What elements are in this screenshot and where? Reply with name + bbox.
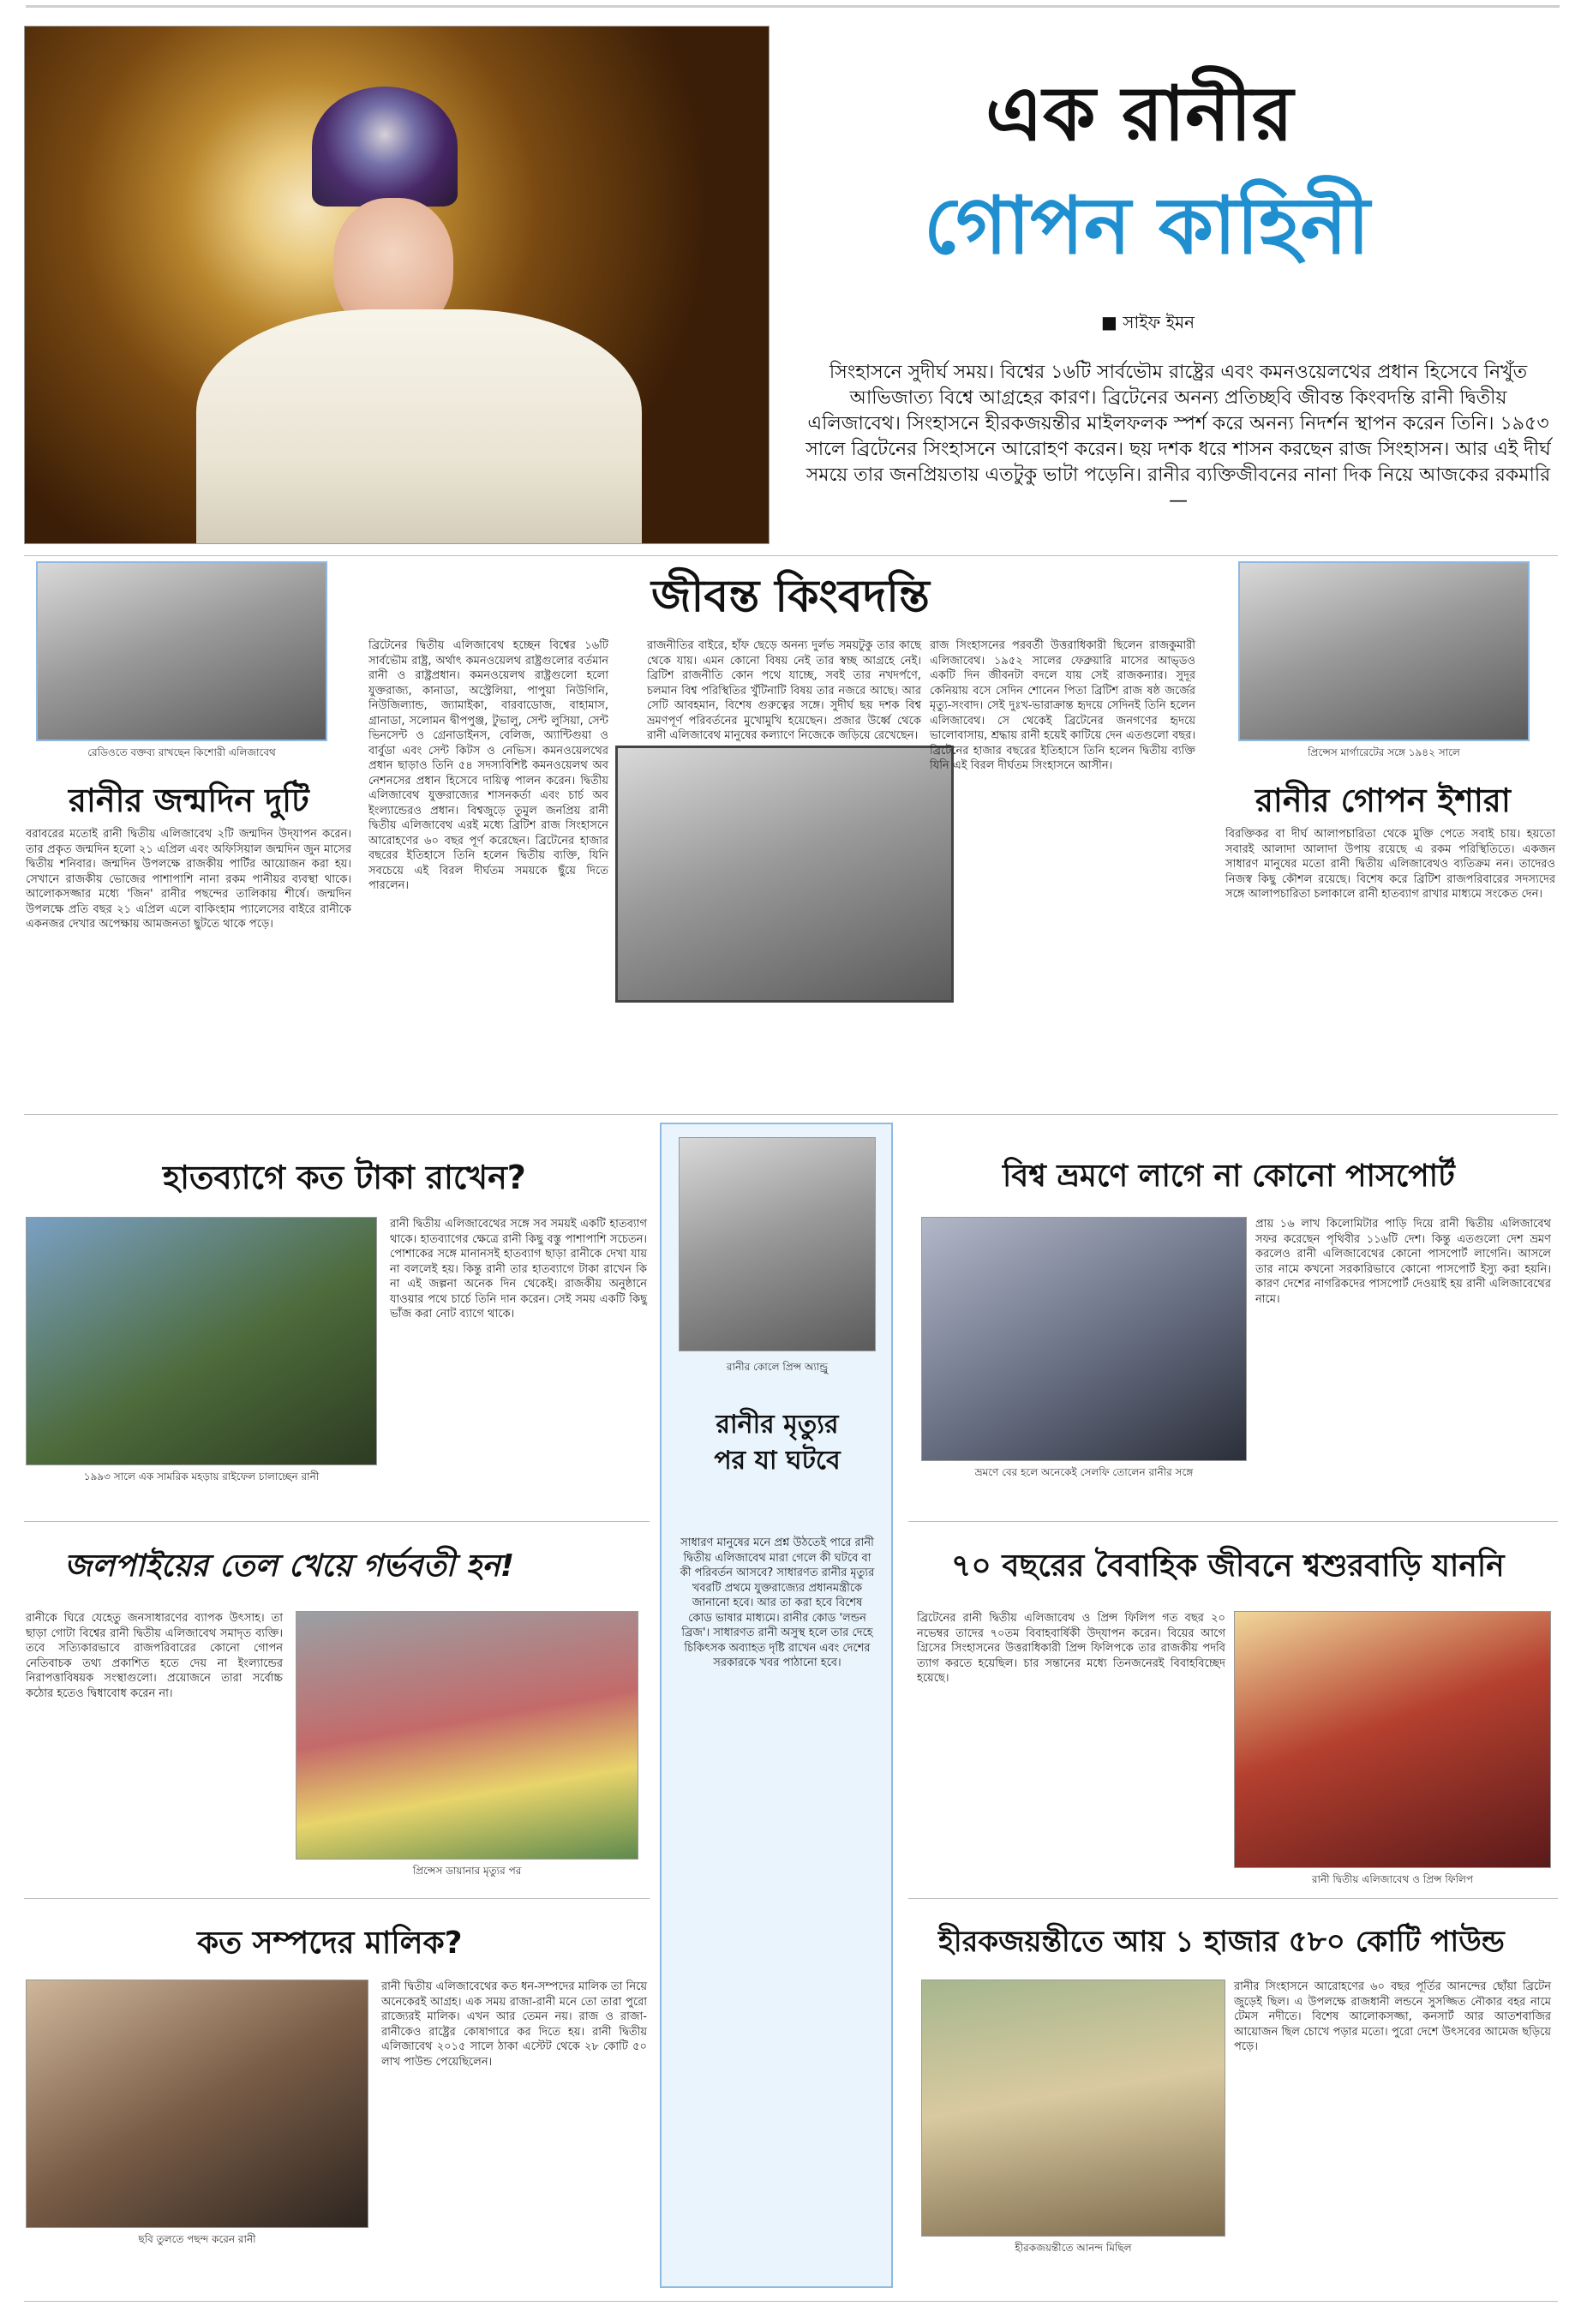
- bottom-rule: [24, 2301, 1558, 2302]
- rifle-caption: ১৯৯৩ সালে এক সামরিক মহড়ায় রাইফেল চালাচ্ছেন রানী: [83, 1470, 320, 1482]
- wealth-text: রানী দ্বিতীয় এলিজাবেথের কত ধন-সম্পদের মালিক তা নিয়ে অনেকেরই আগ্রহ। এক সময় রাজা-রানী মনে তো তারা পুরো রাজ্যেরই মালিক। এখন আর তেমন নয়। রাজ ও রাজা-রানীকেও রাষ্ট্রের কোষাগারে কর দিতে হয়। রানী দ্বিতীয় এলিজাবেথ ২০১৫ সালে ঠাকা এস্টেট থেকে ২৮ কোটি ৫০ লাখ পাউন্ড পেয়েছিলেন।: [381, 1980, 647, 2069]
- parade-caption: হীরকজয়ন্তীতে আনন্দ মিছিল: [1015, 2242, 1132, 2254]
- robe-shape: [196, 309, 642, 544]
- section-divider: [908, 1521, 1558, 1522]
- camera-caption: ছবি তুলতে পছন্দ করেন রানী: [138, 2233, 256, 2245]
- olive-heading: জলপাইয়ের তেল খেয়ে গর্ভবতী হন!: [64, 1548, 515, 1584]
- radio-caption: রেডিওতে বক্তব্য রাখছেন কিশোরী এলিজাবেথ: [87, 746, 276, 758]
- hero-photo: [24, 26, 770, 544]
- signal-heading: রানীর গোপন ইশারা: [1255, 782, 1511, 819]
- princess-caption: প্রিন্সেস মার্গারেটের সঙ্গে ১৯৪২ সালে: [1308, 746, 1460, 758]
- radio-photo: [36, 561, 327, 741]
- legend-text-col-1: ব্রিটেনের দ্বিতীয় এলিজাবেথ হচ্ছেন বিশ্বের ১৬টি সার্বভৌম রাষ্ট্র, অর্থাৎ কমনওয়েলথ রাষ্ট্রগুলোর বর্তমান রানী ও রাষ্ট্রপ্রধান। কমনওয়েলথ রাষ্ট্রগুলো হলো যুক্তরাজ্য, কানাডা, অস্ট্রেলিয়া, পাপুয়া নিউগিনি, নিউজিল্যান্ড, জ্যামাইকা, বারবাডোজ, বাহামাস, গ্রানাডা, সলোমন দ্বীপপুঞ্জ, টুভালু, সেন্ট লুসিয়া, সেন্ট ভিনসেন্ট ও গ্রেনাডাইনস, বেলিজ, অ্যান্টিগুয়া ও বার্বুডা এবং সেন্ট কিটস ও নেভিস। কমনওয়েলথের প্রধান ছাড়াও তিনি ৫৪ সদস্যবিশিষ্ট কমনওয়েলথ অব নেশনসের প্রধান হিসেবে দায়িত্ব পালন করেন। দ্বিতীয় এলিজাবেথ যুক্তরাজ্যের শাসনকর্তা এবং চার্চ অব ইংল্যান্ডেরও প্রধান। বিশ্বজুড়ে তুমুল জনপ্রিয় রানী দ্বিতীয় এলিজাবেথ এরই মধ্যে ব্রিটিশ রাজ সিংহাসনে আরোহণের ৬০ বছর পূর্ণ করেছেন। ব্রিটেনের হাজার বছরের ইতিহাসে তিনি হলেন দ্বিতীয় ব্যক্তি, যিনি সবচেয়ে এই বিরল দীর্ঘতম সময়কে ছুঁয়ে দিতে পারলেন।: [368, 639, 608, 892]
- marriage-text: ব্রিটেনের রানী দ্বিতীয় এলিজাবেথ ও প্রিন্স ফিলিপ গত বছর ২০ নভেম্বর তাদের ৭০তম বিবাহবার্ষিকী উদ্‌যাপন করেন। বিয়ের আগে গ্রিসের সিংহাসনের উত্তরাধিকারী প্রিন্স ফিলিপকে তার রাজকীয় পদবি ত্যাগ করতে হয়েছিল। চার সন্তানের মধ্যে তিনজনেরই বিবাহবিচ্ছেদ হয়েছে।: [917, 1612, 1225, 1685]
- signal-text: বিরক্তিকর বা দীর্ঘ আলাপচারিতা থেকে মুক্তি পেতে সবাই চায়। হয়তো সবারই আলাদা আলাদা উপায় রয়েছে এ রকম পরিস্থিতিতে। একজন সাধারণ মানুষের মতো রানী দ্বিতীয় এলিজাবেথও ব্যতিক্রম নন। তাদেরও নিজস্ব কিছু কৌশল রয়েছে। বিশেষ করে ব্রিটিশ রাজপরিবারের সদস্যদের সঙ্গে আলাপচারিতা চলাকালে রানী হাতব্যাগ রাখার মাধ্যমে সংকেত দেন।: [1225, 828, 1555, 901]
- headline-line-2: গোপন কাহিনী: [924, 180, 1370, 272]
- selfie-caption: ভ্রমণে বের হলে অনেকেই সেলফি তোলেন রানীর সঙ্গে: [974, 1466, 1194, 1478]
- diana-caption: প্রিন্সেস ডায়ানার মৃত্যুর পর: [412, 1865, 522, 1877]
- handbag-heading: হাতব্যাগে কত টাকা রাখেন?: [163, 1159, 526, 1196]
- olive-text: রানীকে ঘিরে যেহেতু জনসাধারণের ব্যাপক উৎসাহ। তা ছাড়া গোটা বিশ্বের রানী দ্বিতীয় এলিজাবেথ সমাদৃত ব্যক্তি। তবে সত্যিকারভাবে রাজপরিবারের কোনো গোপন নেতিবাচক তথ্য প্রকাশিত হতে দেয় না ইংল্যান্ডের নিরাপত্তাবিষয়ক সংস্থাগুলো। প্রয়োজনে তারা সর্বোচ্চ কঠোর হতেও দ্বিধাবোধ করেন না।: [26, 1612, 283, 1700]
- prince-andrew-caption: রানীর কোলে প্রিন্স অ্যান্ড্রু: [726, 1361, 829, 1373]
- parade-photo: [921, 1980, 1225, 2237]
- legend-heading: জীবন্ত কিংবদন্তি: [651, 571, 930, 622]
- section-divider: [24, 1898, 650, 1899]
- byline: ■ সাইফ ইমন: [1101, 312, 1195, 332]
- couple-caption: রানী দ্বিতীয় এলিজাবেথ ও প্রিন্স ফিলিপ: [1311, 1873, 1474, 1885]
- princess-photo: [1238, 561, 1530, 741]
- legend-text-col-3: রাজ সিংহাসনের পরবর্তী উত্তরাধিকারী ছিলেন রাজকুমারী এলিজাবেথ। ১৯৫২ সালের ফেব্রুয়ারি মাসের আভ্ডও একটি দিন জীবনটা বদলে যায় সেই রাজকন্যার। সুদূর কেনিয়ায় বসে সেদিন শোনেন পিতা ব্রিটিশ রাজ ষষ্ঠ জর্জের মৃত্যু-সংবাদ। সেই দুঃখ-ভারাক্রান্ত হৃদয়ে সেদিনই তিনি হলেন এলিজাবেথ। সে থেকেই ব্রিটেনের জনগণের হৃদয়ে ভালোবাসায়, শ্রদ্ধায় রানী হয়েই কাটিয়ে দেন এতগুলো বছর। ব্রিটেনের হাজার বছরের ইতিহাসে তিনি হলেন দ্বিতীয় ব্যক্তি যিনি এই বিরল দীর্ঘতম সিংহাসনে আসীন।: [930, 639, 1195, 772]
- section-divider: [908, 1898, 1558, 1899]
- sidebar-text: সাধারণ মানুষের মনে প্রশ্ন উঠতেই পারে রানী দ্বিতীয় এলিজাবেথ মারা গেলে কী ঘটবে বা কী পরিবর্তন আসবে? সাধারণত রানীর মৃত্যুর খবরটি প্রথমে যুক্তরাজ্যের প্রধানমন্ত্রীকে জানানো হবে। আর তা করা হবে বিশেষ কোড ভাষার মাধ্যমে। রানীর কোড 'লন্ডন ব্রিজ'। সাধারণত রানী অসুস্থ হলে তার দেহে চিকিৎসক অব্যাহত দৃষ্টি রাখেন এবং দেশের সরকারকে খবর পাঠানো হবে।: [680, 1536, 875, 1669]
- legend-text-col-2: রাজনীতির বাইরে, হাঁফ ছেড়ে অনন্য দুর্লভ সময়টুকু তার কাছে থেকে যায়। এমন কোনো বিষয় নেই তার স্বচ্ছ আগ্রহে নেই। ব্রিটিশ রাজনীতি কোন পথে যাচ্ছে, সবই তার নখদর্পণে, চলমান বিশ্ব পরিস্থিতির খুঁটিনাটি বিষয় তার নজরে আছে। আর সেটি আবহমান, বিশেষ গুরুত্বের সঙ্গে। সুদীর্ঘ ছয় দশক বিশ্ব ভ্রমণপূর্ণ পরিবর্তনের মুখোমুখি হয়েছেন। প্রজার উর্ধ্বে থেকে রানী এলিজাবেথ মানুষের কল্যাণে নিজেকে জড়িয়ে রেখেছেন।: [647, 639, 921, 742]
- section-divider: [24, 1521, 650, 1522]
- birthday-heading: রানীর জন্মদিন দুটি: [69, 782, 309, 819]
- passport-text: প্রায় ১৬ লাখ কিলোমিটার পাড়ি দিয়ে রানী দ্বিতীয় এলিজাবেথ সফর করেছেন পৃথিবীর ১১৬টি দেশ। কিন্তু এতগুলো দেশ ভ্রমণ করলেও রানী এলিজাবেথের কোনো পাসপোর্ট লাগেনি। আসলে তার নামে কখনো সরকারিভাবে কোনো পাসপোর্ট ইস্যু করা হয়নি। কারণ দেশের নাগরিকদের পাসপোর্ট দেওয়াই হয় রানী এলিজাবেথের নামে।: [1255, 1218, 1551, 1306]
- headline-line-1: এক রানীর: [985, 69, 1294, 158]
- selfie-photo: [921, 1217, 1247, 1461]
- handbag-text: রানী দ্বিতীয় এলিজাবেথের সঙ্গে সব সময়ই একটি হাতব্যাগ থাকে। হাতব্যাগের ক্ষেত্রে রানী কিছু বস্তু পাশাপাশি সচেতন। পোশাকের সঙ্গে মানানসই হাতব্যাগ ছাড়া রানীকে দেখা যায় না বললেই হয়। কিন্তু রানী তার হাতব্যাগে টাকা রাখেন কি না এই জল্পনা অনেক দিন থেকেই। রাজকীয় অনুষ্ঠানে যাওয়ার পথে চার্চে তিনি দান করেন। সেই সময় একটি কিছু ভাঁজ করা নোট ব্যাগে থাকে।: [390, 1218, 647, 1321]
- prince-andrew-photo: [679, 1137, 876, 1351]
- camera-photo: [26, 1980, 368, 2228]
- diana-flowers-photo: [296, 1611, 638, 1860]
- wealth-heading: কত সম্পদের মালিক?: [197, 1926, 463, 1961]
- jubilee-heading: হীরকজয়ন্তীতে আয় ১ হাজার ৫৮০ কোটি পাউন্ড: [938, 1925, 1505, 1959]
- crown-shape: [312, 87, 458, 207]
- jubilee-text: রানীর সিংহাসনে আরোহণের ৬০ বছর পূর্তির আনন্দের ছোঁয়া ব্রিটেন জুড়েই ছিল। এ উপলক্ষে রাজধানী লন্ডনে সুসজ্জিত নৌকার বহর নামে টেমস নদীতে। বিশেষ আলোকসজ্জা, কনসার্ট আর আতশবাজির আয়োজন ছিল চোখে পড়ার মতো। পুরো দেশে উৎসবের আমেজ ছড়িয়ে পড়ে।: [1234, 1980, 1551, 2053]
- section-divider: [24, 555, 1558, 556]
- intro-paragraph: সিংহাসনে সুদীর্ঘ সময়। বিশ্বের ১৬টি সার্বভৌম রাষ্ট্রের এবং কমনওয়েলথের প্রধান হিসেবে নিখুঁত আভিজাত্য বিশ্বে আগ্রহের কারণ। ব্রিটেনের অনন্য প্রতিচ্ছবি জীবন্ত কিংবদন্তি রানী দ্বিতীয় এলিজাবেথ। সিংহাসনে হীরকজয়ন্তীর মাইলফলক স্পর্শ করে অনন্য নিদর্শন স্থাপন করেন তিনি। ১৯৫৩ সালে ব্রিটেনের সিংহাসনে আরোহণ করেন। ছয় দশক ধরে শাসন করছেন রাজ সিংহাসন। আর এই দীর্ঘ সময়ে তার জনপ্রিয়তায় এতটুকু ভাটা পড়েনি। রানীর ব্যক্তিজীবনের নানা দিক নিয়ে আজকের রকমারি—: [805, 362, 1551, 512]
- marriage-heading: ৭০ বছরের বৈবাহিক জীবনে শ্বশুরবাড়ি যাননি: [951, 1548, 1505, 1584]
- wedding-photo: [615, 746, 954, 1003]
- sidebar-heading: রানীর মৃত্যুর পর যা ঘটবে: [714, 1410, 841, 1476]
- sidebar-box: [660, 1123, 893, 2288]
- passport-heading: বিশ্ব ভ্রমণে লাগে না কোনো পাসপোর্ট: [1003, 1159, 1455, 1194]
- top-rule: [26, 5, 1560, 8]
- rifle-photo: [26, 1217, 377, 1465]
- section-divider: [24, 1114, 1558, 1115]
- birthday-text: বরাবরের মতোই রানী দ্বিতীয় এলিজাবেথ ২টি জন্মদিন উদ্‌যাপন করেন। তার প্রকৃত জন্মদিন হলো ২১ এপ্রিল এবং অফিসিয়াল জন্মদিন জুন মাসের দ্বিতীয় শনিবার। জন্মদিন উপলক্ষে রাজকীয় পার্টির আয়োজন করা হয়। সেখানে রাজকীয় ভোজের পাশাপাশি নানা রকম পানীয়র ব্যবস্থা থাকে। আলোকসজ্জার মধ্যে 'জিন' রানীর পছন্দের তালিকায় শীর্ষে। জন্মদিন উপলক্ষে প্রতি বছর ২১ এপ্রিল এলে বাকিংহাম প্যালেসের বাইরে রানীকে একনজর দেখার অপেক্ষায় আমজনতা ছুটতে থাকে পড়ে।: [26, 828, 351, 931]
- couple-throne-photo: [1234, 1611, 1551, 1868]
